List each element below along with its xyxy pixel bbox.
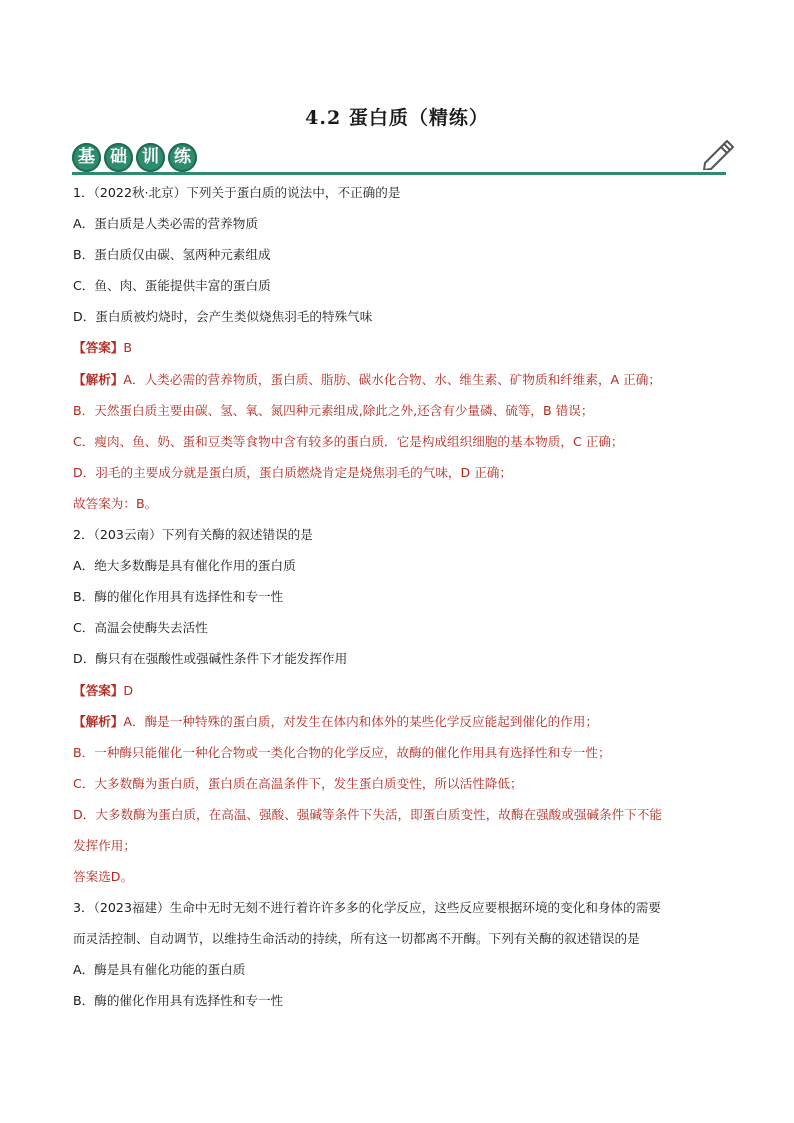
analysis-line	[73, 712, 723, 743]
question-stem: 而灵活控制、自动调节，以维持生命活动的持续，所有这一切都离不开酶。下列有关酶的叙述错误的是	[73, 931, 640, 947]
option-a: A．酶是具有催化功能的蛋白质	[73, 962, 246, 978]
option-d: D．蛋白质被灼烧时，会产生类似烧焦羽毛的特殊气味	[73, 309, 373, 325]
banner-char: 础	[104, 143, 133, 172]
analysis-text: A．酶是一种特殊的蛋白质，对发生在体内和体外的某些化学反应能起到催化的作用；	[123, 713, 598, 729]
banner-rule	[72, 172, 726, 175]
question-list	[73, 183, 723, 1023]
question-stem: 1．（2022秋·北京）下列关于蛋白质的说法中，不正确的是	[73, 185, 401, 200]
question-3	[73, 898, 723, 1022]
analysis-text: A．人类必需的营养物质，蛋白质、脂肪、碳水化合物、水、维生素、矿物质和纤维素，A 正确；	[123, 371, 661, 387]
question-1	[73, 183, 723, 525]
answer-tag: 【答案】	[73, 340, 124, 356]
conclusion-line: 答案选D。	[73, 869, 134, 885]
option-b: B．蛋白质仅由碳、氢两种元素组成	[73, 247, 271, 263]
question-2	[73, 525, 723, 898]
page-title: 4.2 蛋白质（精练）	[305, 107, 489, 129]
option-d: D．酶只有在强酸性或强碱性条件下才能发挥作用	[73, 651, 348, 667]
analysis-tag: 【解析】	[73, 371, 124, 387]
answer-value: B	[123, 340, 133, 356]
question-stem: 2．（203云南）下列有关酶的叙述错误的是	[73, 527, 313, 543]
answer-line	[73, 681, 723, 712]
section-banner	[72, 143, 736, 175]
analysis-line: B．天然蛋白质主要由碳、氢、氧、氮四种元素组成,除此之外,还含有少量磷、硫等，B 错误；	[73, 402, 594, 418]
option-c: C．鱼、肉、蛋能提供丰富的蛋白质	[73, 278, 271, 294]
analysis-line: C．瘦肉、鱼、奶、蛋和豆类等食物中含有较多的蛋白质．它是构成组织细胞的基本物质，C 正确；	[73, 433, 624, 449]
analysis-tag: 【解析】	[73, 713, 124, 729]
option-a: A．绝大多数酶是具有催化作用的蛋白质	[73, 558, 296, 574]
banner-char: 训	[136, 143, 165, 172]
answer-tag: 【答案】	[73, 682, 124, 698]
analysis-line: D．羽毛的主要成分就是蛋白质，蛋白质燃烧肯定是烧焦羽毛的气味，D 正确；	[73, 464, 512, 480]
answer-value: D	[123, 682, 134, 698]
analysis-line: B．一种酶只能催化一种化合物或一类化合物的化学反应，故酶的催化作用具有选择性和专一性；	[73, 744, 611, 760]
option-b: B．酶的催化作用具有选择性和专一性	[73, 589, 284, 605]
analysis-line: C．大多数酶为蛋白质，蛋白质在高温条件下，发生蛋白质变性，所以活性降低；	[73, 775, 523, 791]
answer-line	[73, 338, 723, 369]
option-c: C．高温会使酶失去活性	[73, 620, 208, 636]
analysis-line: D．大多数酶为蛋白质，在高温、强酸、强碱等条件下失活，即蛋白质变性，故酶在强酸或强碱条件下不能	[73, 806, 663, 822]
banner-char: 基	[72, 143, 101, 172]
pencil-icon	[700, 136, 736, 170]
option-a: A．蛋白质是人类必需的营养物质	[73, 216, 258, 232]
analysis-line	[73, 370, 723, 401]
question-stem: 3．（2023福建）生命中无时无刻不进行着许许多多的化学反应，这些反应要根据环境的变化和身体的需要	[73, 900, 661, 916]
analysis-line: 发挥作用；	[73, 837, 136, 853]
option-b: B．酶的催化作用具有选择性和专一性	[73, 993, 284, 1009]
conclusion-line: 故答案为：B。	[73, 495, 158, 511]
banner-heading	[72, 143, 197, 172]
banner-char: 练	[168, 143, 197, 172]
